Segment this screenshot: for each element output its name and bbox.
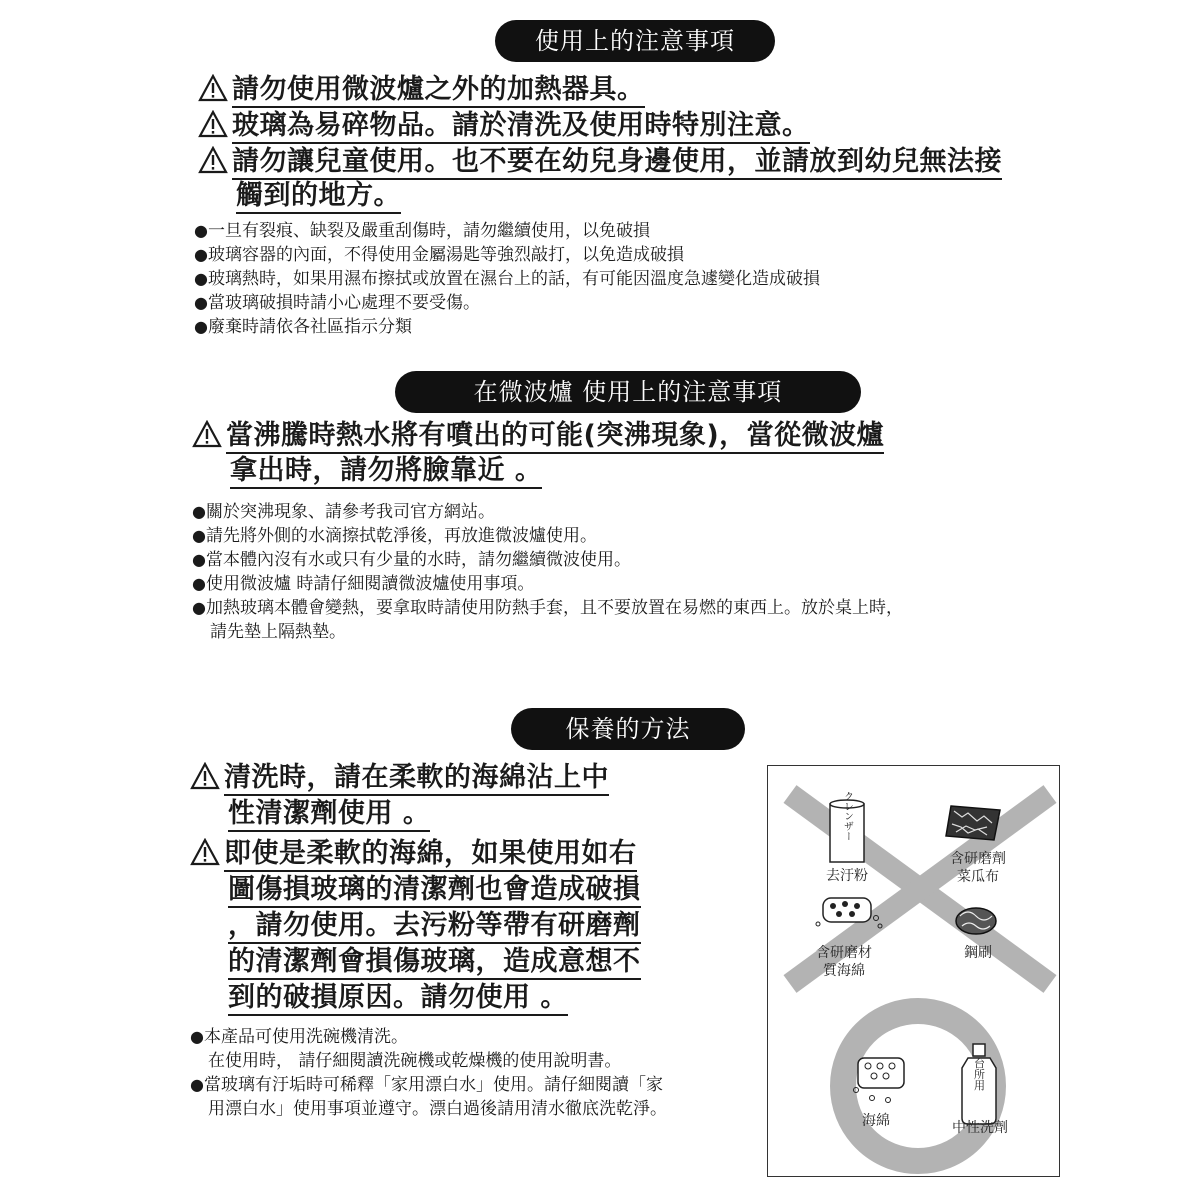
section3-warning-line: 的清潔劑會損傷玻璃，造成意想不 — [228, 946, 641, 980]
section1-warning-text: 觸到的地方。 — [236, 180, 401, 214]
section3-warning-2-l5 — [190, 980, 568, 1015]
steel-wool-icon — [956, 908, 996, 934]
section1-warning-text: 玻璃為易碎物品。請於清洗及使用時特別注意。 — [232, 110, 810, 144]
section3-warning-line: 性清潔劑使用 。 — [228, 798, 430, 832]
section2-warning-cont — [192, 453, 542, 488]
section3-warning-1 — [190, 760, 609, 799]
label-detergent: 中性洗劑 — [952, 1120, 1008, 1136]
section3-title: 保養的方法 — [511, 708, 745, 750]
section1-bullets — [194, 219, 820, 339]
section1-warning-1 — [198, 72, 645, 111]
section2-warning-line: 拿出時，請勿將臉靠近 。 — [230, 455, 542, 489]
section3-warning-1-cont — [190, 796, 430, 831]
section1-warning-2 — [198, 108, 810, 147]
warning-triangle-icon — [198, 74, 228, 111]
section3-warning-2 — [190, 836, 637, 875]
list-item-continuation: 用漂白水」使用事項並遵守。漂白過後請用清水徹底洗乾淨。 — [208, 1099, 667, 1119]
section2-warning — [192, 418, 884, 457]
label-abrasive-sponge: 含研磨材 質海綿 — [816, 945, 872, 979]
label-powder: 去汙粉 — [826, 868, 868, 884]
section2-warning-line: 當沸騰時熱水將有噴出的可能(突沸現象)，當從微波爐 — [226, 420, 884, 454]
cleanser-can-text: クレンザー — [841, 791, 853, 841]
scrubber-cloth-icon — [946, 806, 1000, 840]
section3-bullets — [190, 1025, 667, 1121]
list-item: ●當玻璃破損時請小心處理不要受傷。 — [194, 293, 480, 313]
list-item: ●請先將外側的水滴擦拭乾淨後，再放進微波爐使用。 — [192, 526, 597, 546]
warning-triangle-icon — [192, 420, 222, 457]
section3-warning-2-l4 — [190, 944, 641, 979]
section2-title: 在微波爐 使用上的注意事項 — [395, 371, 861, 413]
sponge-icon — [854, 1058, 905, 1103]
list-item-continuation: 在使用時， 請仔細閱讀洗碗機或乾燥機的使用說明書。 — [208, 1051, 622, 1071]
list-item: ●玻璃容器的內面，不得使用金屬湯匙等強烈敲打，以免造成破損 — [194, 245, 684, 265]
label-scrubber-cloth: 含研磨劑 菜瓜布 — [950, 851, 1006, 885]
warning-triangle-icon — [198, 110, 228, 147]
warning-triangle-icon — [190, 762, 220, 799]
detergent-bottle-text: 台所用 — [972, 1057, 986, 1091]
section1-warning-3-cont — [198, 178, 401, 213]
list-item: ●加熱玻璃本體會變熱，要拿取時請使用防熱手套，且不要放置在易燃的東西上。放於桌上時， — [192, 598, 903, 618]
section1-warning-text: 請勿使用微波爐之外的加熱器具。 — [232, 74, 645, 108]
section1-warning-text: 請勿讓兒童使用。也不要在幼兒身邊使用，並請放到幼兒無法接 — [232, 146, 1002, 180]
cleanser-can-icon — [830, 791, 864, 862]
list-item: ●當本體內沒有水或只有少量的水時，請勿繼續微波使用。 — [192, 550, 631, 570]
list-item: ●本產品可使用洗碗機清洗。 — [190, 1027, 408, 1047]
list-item: ●關於突沸現象、請參考我司官方網站。 — [192, 502, 495, 522]
label-steel-wool: 鋼刷 — [964, 945, 992, 961]
cleaning-tools-figure — [767, 765, 1060, 1177]
section2-bullets — [192, 500, 903, 644]
section3-warning-2-l2 — [190, 872, 641, 907]
section3-warning-2-l3 — [190, 908, 641, 943]
label-sponge: 海綿 — [862, 1113, 890, 1129]
section1-title: 使用上的注意事項 — [495, 20, 775, 62]
list-item-continuation: 請先墊上隔熱墊。 — [210, 622, 346, 642]
list-item: ●一旦有裂痕、缺裂及嚴重刮傷時，請勿繼續使用，以免破損 — [194, 221, 650, 241]
section3-warning-line: 到的破損原因。請勿使用 。 — [228, 982, 568, 1016]
section3-warning-line: 即使是柔軟的海綿，如果使用如右 — [224, 838, 637, 872]
list-item: ●當玻璃有汙垢時可稀釋「家用漂白水」使用。請仔細閱讀「家 — [190, 1075, 663, 1095]
section3-warning-line: 圖傷損玻璃的清潔劑也會造成破損 — [228, 874, 641, 908]
list-item: ●玻璃熱時，如果用濕布擦拭或放置在濕台上的話，有可能因溫度急遽變化造成破損 — [194, 269, 820, 289]
list-item: ●使用微波爐 時請仔細閱讀微波爐使用事項。 — [192, 574, 535, 594]
warning-triangle-icon — [190, 838, 220, 875]
list-item: ●廢棄時請依各社區指示分類 — [194, 317, 412, 337]
section3-warning-line: ，請勿使用。去污粉等帶有研磨劑 — [228, 910, 641, 944]
section3-warning-line: 清洗時，請在柔軟的海綿沾上中 — [224, 762, 609, 796]
